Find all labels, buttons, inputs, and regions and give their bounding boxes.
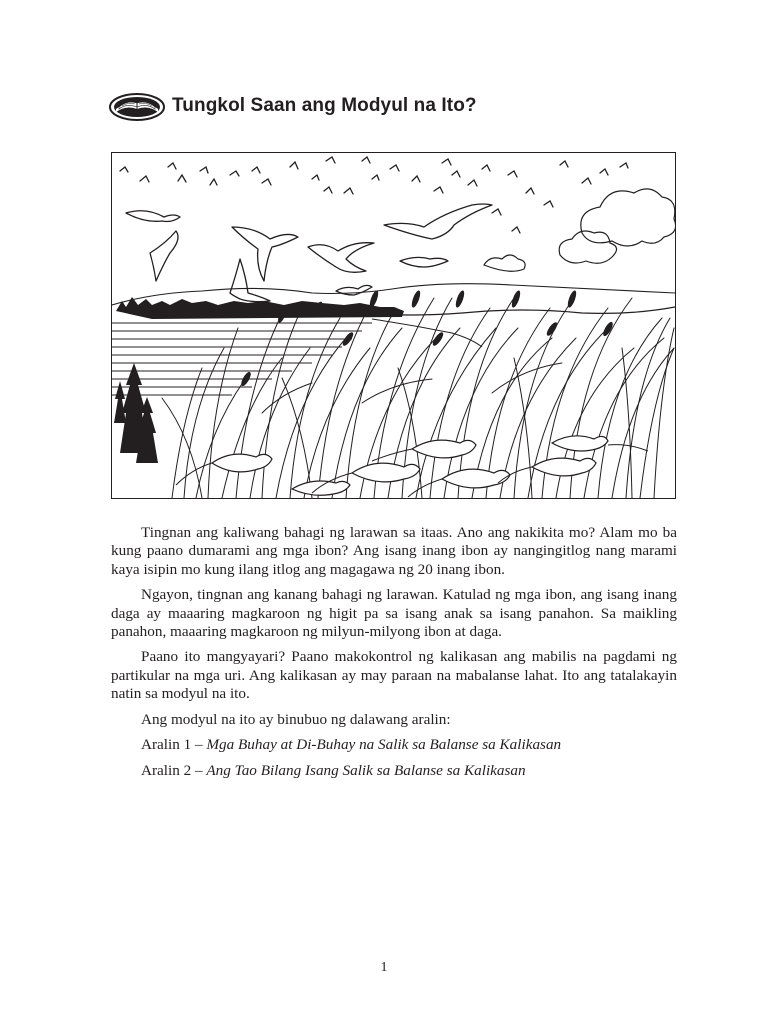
lesson-title: Mga Buhay at Di-Buhay na Salik sa Balanse sa Kalikasan (206, 736, 562, 754)
page-number: 1 (380, 960, 388, 975)
lesson-title: Ang Tao Bilang Isang Salik sa Balanse sa Kalikasan (206, 762, 526, 780)
rat-icon (212, 436, 608, 495)
landscape-birds-rats-illustration (111, 152, 676, 499)
paragraph: Paano ito mangyayari? Paano makokontrol ng kalikasan ang mabilis na pagdami ng partikular na mga uri. Ang kalikasan ay may paraan na mabalanse lahat. Ito ang tatalakayin natin sa modyul na ito. (111, 648, 677, 703)
lesson-label: Aralin 2 – (141, 762, 203, 780)
bird-icon (120, 157, 628, 233)
paragraph: Tingnan ang kaliwang bahagi ng larawan sa itaas. Ano ang nakikita mo? Alam mo ba kung paano dumarami ang mga ibon? Ang isang inang ibon ay nangingitlog nang marami kaya isipin mo kung ilang itlog ang magagawa ng 20 inang ibon. (111, 524, 677, 578)
gull-icon (126, 204, 492, 302)
page-title: Tungkol Saan ang Modyul na Ito? (172, 95, 477, 116)
section-heading (108, 90, 477, 122)
lessons-intro: Ang modyul na ito ay binubuo ng dalawang aralin: (141, 710, 451, 728)
lesson-item (141, 762, 677, 780)
body-text (111, 524, 677, 789)
lesson-label: Aralin 1 – (141, 736, 203, 754)
tree-icon (114, 363, 158, 463)
paragraph: Ngayon, tingnan ang kanang bahagi ng larawan. Katulad ng mga ibon, ang isang inang daga ay maaaring magkaroon ng higit pa sa isang anak sa isang panahon. Sa maikling panahon, maaaring magkaroon ng milyun-milyong ibon at daga. (111, 586, 677, 641)
open-book-icon (108, 90, 166, 122)
lesson-item (141, 736, 677, 754)
